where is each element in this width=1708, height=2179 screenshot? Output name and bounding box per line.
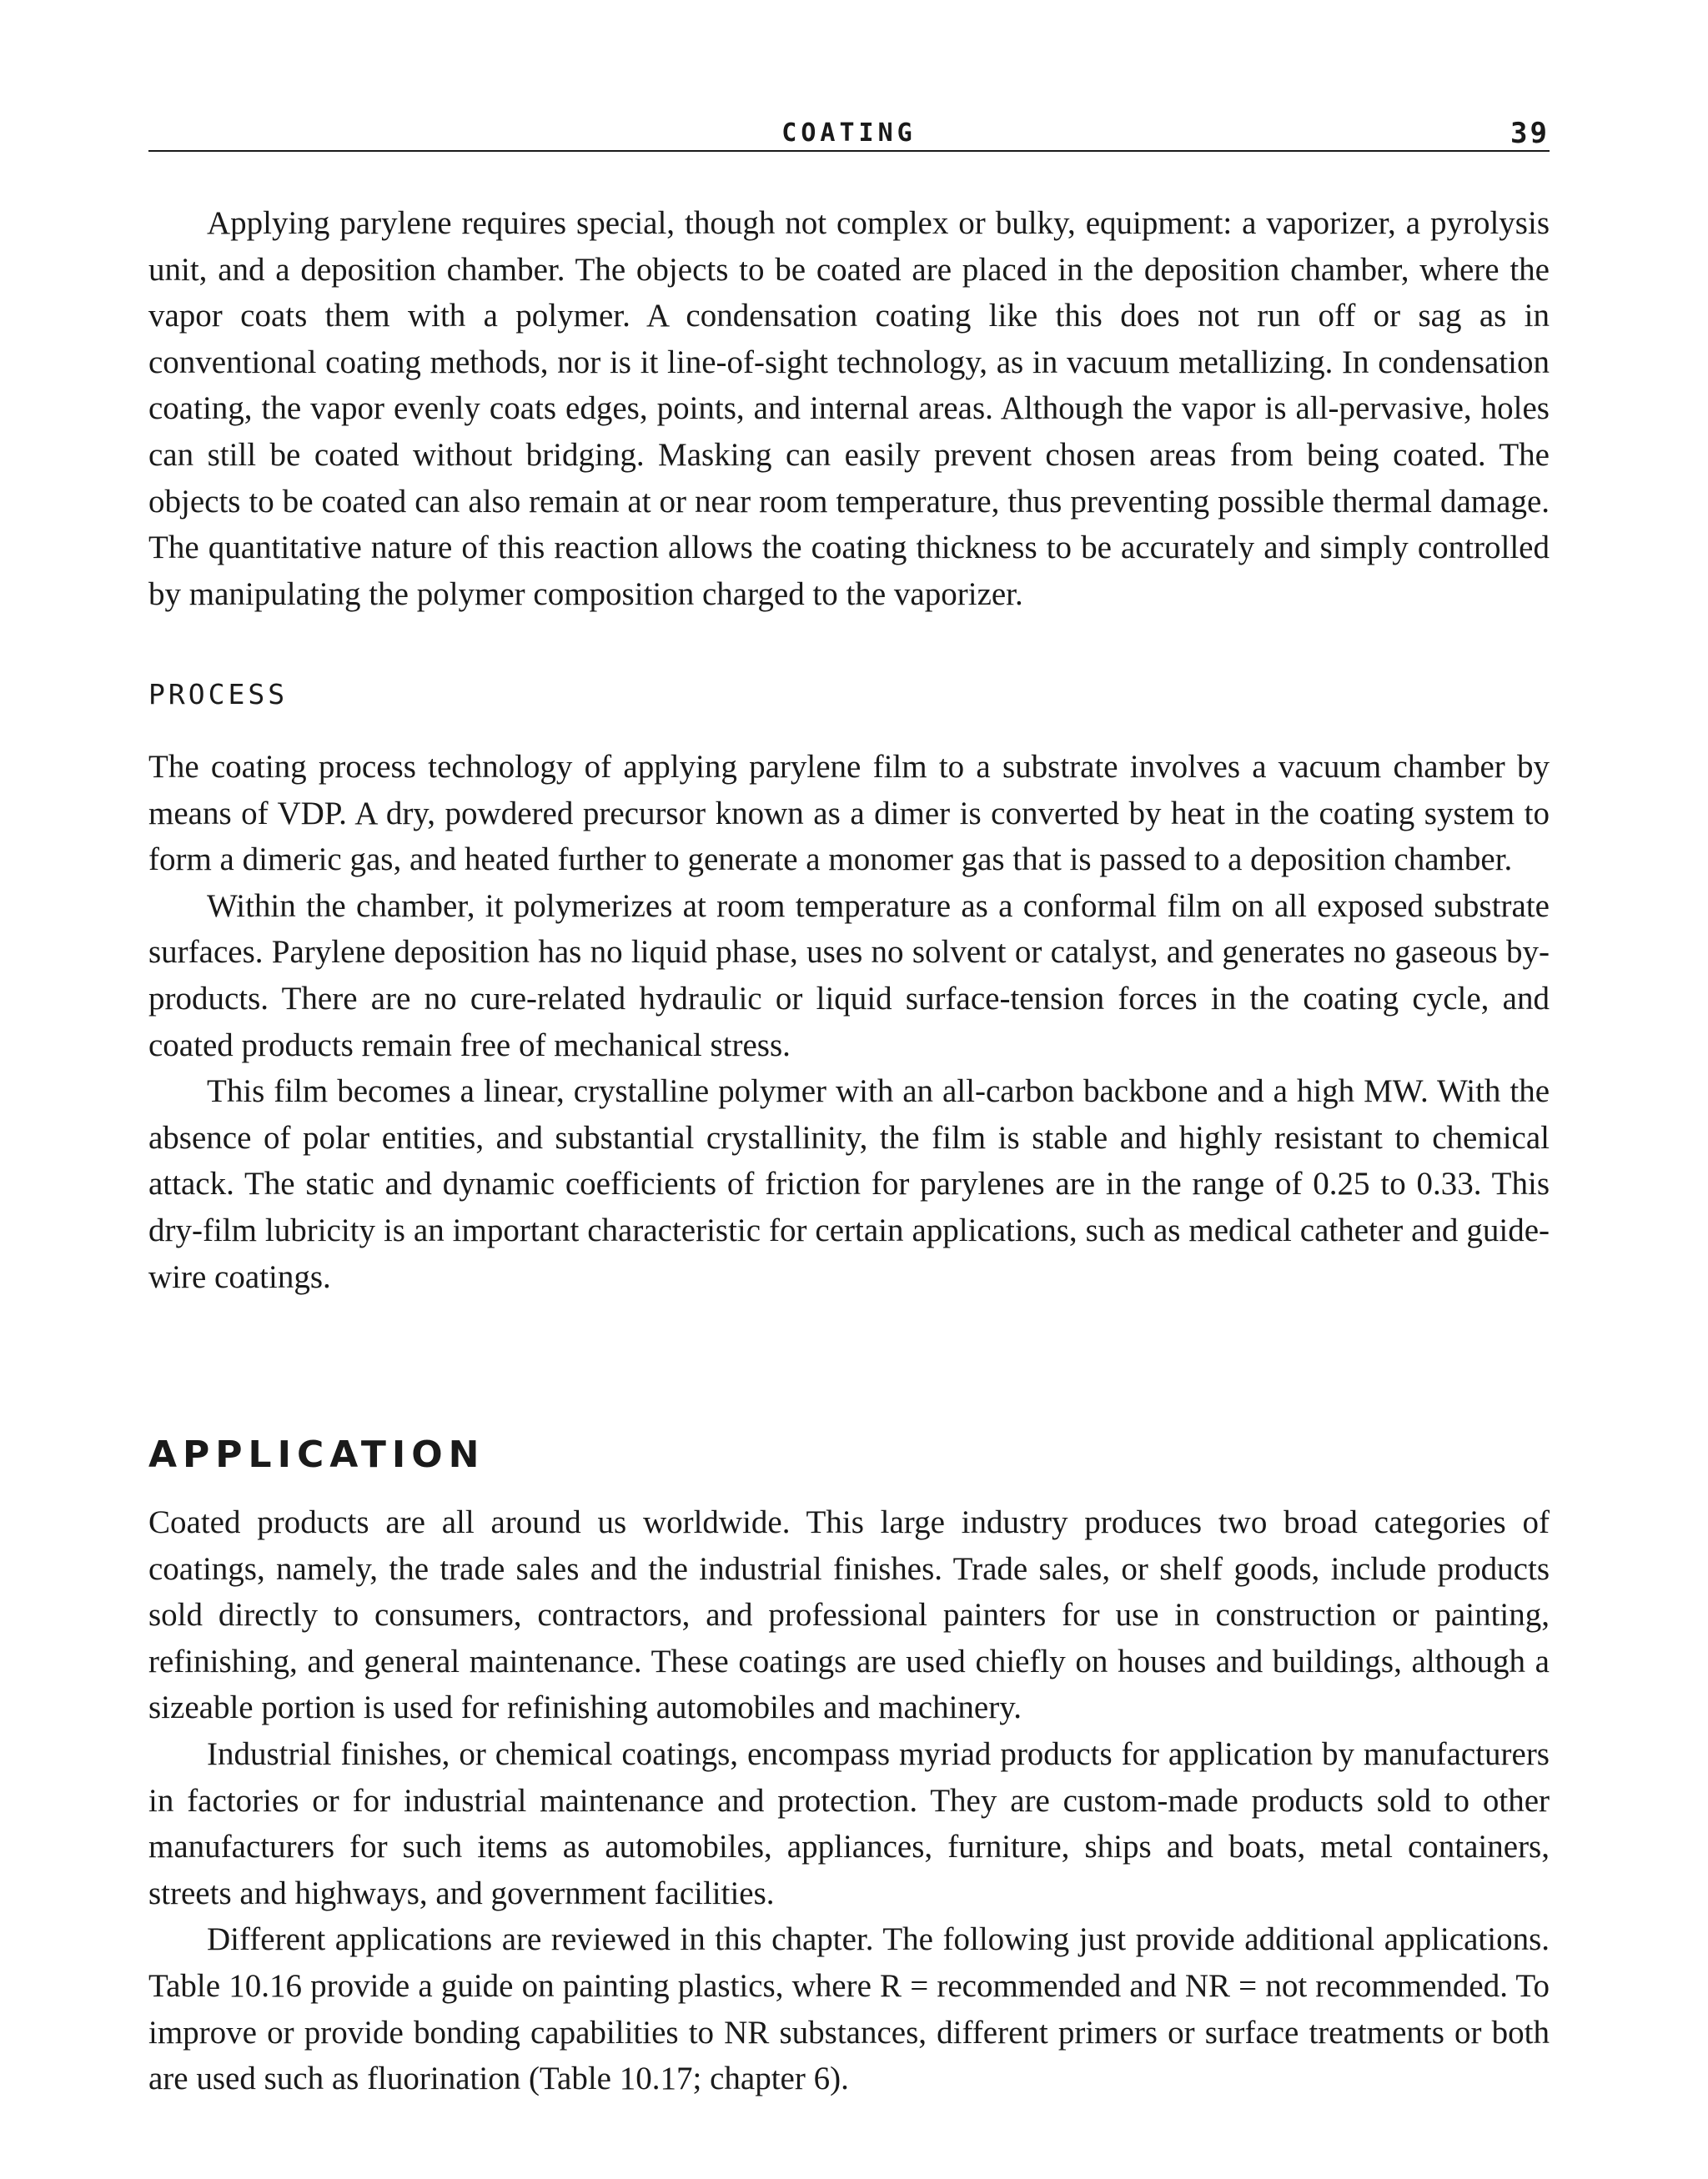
running-head: [148, 117, 1550, 152]
intro-paragraph: Applying parylene requires special, though not complex or bulky, equipment: a vaporizer, a pyrolysis unit, and a deposition chamber. The objects to be coated are placed in the deposition chamber, where the vapor coats them with a polymer. A condensation coating like this does not run off or sag as in conventional coating methods, nor is it line-of-sight technology, as in vacuum metallizing. In condensation coating, the vapor evenly coats edges, points, and internal areas. Although the vapor is all-pervasive, holes can still be coated without bridging. Masking can easily prevent chosen areas from being coated. The objects to be coated can also remain at or near room temperature, thus preventing possible thermal damage. The quantitative nature of this reaction allows the coating thickness to be accurately and simply controlled by manipulating the polymer composition charged to the vaporizer.: [148, 205, 1550, 612]
application-paragraph: Coated products are all around us worldwide. This large industry produces two broad categories of coatings, namely, the trade sales and the industrial finishes. Trade sales, or shelf goods, include products sold directly to consumers, contractors, and professional painters for use in construction or painting, refinishing, and general maintenance. These coatings are used chiefly on houses and buildings, although a sizeable portion is used for refinishing automobiles and machinery.: [148, 1504, 1550, 1726]
process-paragraph: This film becomes a linear, crystalline polymer with an all-carbon backbone and a high MW. With the absence of polar entities, and substantial crystallinity, the film is stable and highly resistant to chemical attack. The static and dynamic coefficients of friction for parylenes are in the range of 0.25 to 0.33. This dry-film lubricity is an important characteristic for certain applications, such as medical catheter and guide-wire coatings.: [148, 1073, 1550, 1295]
application-paragraph: Different applications are reviewed in this chapter. The following just provide additional applications. Table 10.16 provide a guide on painting plastics, where R = recommended and NR = not recommended. To improve or provide bonding capabilities to NR substances, different primers or surface treatments or both are used such as fluorination (Table 10.17; chapter 6).: [148, 1921, 1550, 2097]
process-paragraph: The coating process technology of applying parylene film to a substrate involves a vacuum chamber by means of VDP. A dry, powdered precursor known as a dimer is converted by heat in the coating system to form a dimeric gas, and heated further to generate a monomer gas that is passed to a deposition chamber.: [148, 749, 1550, 878]
process-section: [148, 744, 1550, 1300]
process-paragraph: Within the chamber, it polymerizes at room temperature as a conformal film on all exposed substrate surfaces. Parylene deposition has no liquid phase, uses no solvent or catalyst, and generates no gaseous by-products. There are no cure-related hydraulic or liquid surface-tension forces in the coating cycle, and coated products remain free of mechanical stress.: [148, 887, 1550, 1063]
application-paragraph: Industrial finishes, or chemical coatings, encompass myriad products for application by manufacturers in factories or for industrial maintenance and protection. They are custom-made products sold to other manufacturers for such items as automobiles, appliances, furniture, ships and boats, metal containers, streets and highways, and government facilities.: [148, 1735, 1550, 1911]
running-title: COATING: [781, 118, 917, 148]
application-section: [148, 1499, 1550, 2102]
page-number: 39: [1510, 117, 1550, 150]
intro-block: [148, 200, 1550, 617]
process-heading: PROCESS: [148, 678, 289, 710]
application-heading: APPLICATION: [148, 1433, 485, 1476]
